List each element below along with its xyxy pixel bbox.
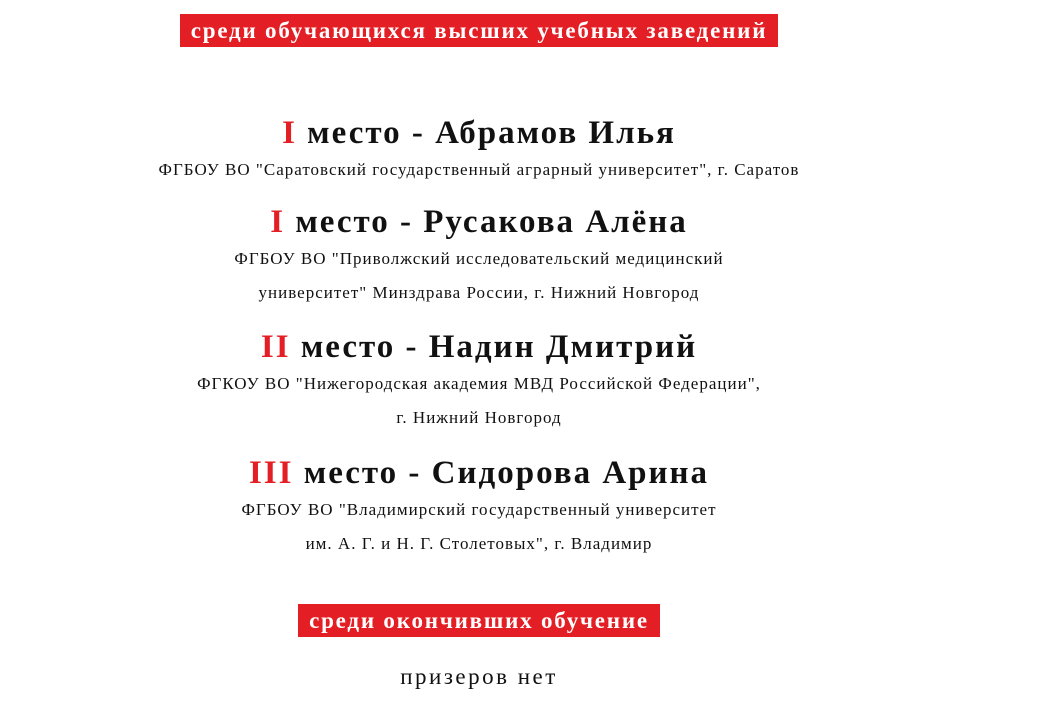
affiliation-line: ФГБОУ ВО "Саратовский государственный аграрный университет", г. Саратов bbox=[158, 160, 800, 179]
winner-heading-1 bbox=[0, 113, 958, 153]
students-banner: среди обучающихся высших учебных заведений bbox=[180, 14, 779, 47]
affiliation-line: г. Нижний Новгород bbox=[396, 408, 562, 427]
students-section-header bbox=[0, 14, 958, 47]
winner-title: место - Сидорова Арина bbox=[293, 455, 710, 491]
winner-title: место - Надин Дмитрий bbox=[290, 329, 698, 365]
winner-entry-3 bbox=[0, 327, 958, 435]
affiliation-line: им. А. Г. и Н. Г. Столетовых", г. Владимир bbox=[305, 534, 653, 553]
rank-numeral: III bbox=[248, 455, 294, 491]
winner-heading-4 bbox=[0, 453, 958, 493]
winner-entry-1 bbox=[0, 113, 958, 187]
winner-heading-2 bbox=[0, 202, 958, 242]
rank-numeral: I bbox=[270, 204, 286, 240]
affiliation-line: ФГБОУ ВО "Приволжский исследовательский медицинский bbox=[234, 249, 724, 268]
winner-title: место - Русакова Алёна bbox=[285, 204, 688, 240]
winner-heading-3 bbox=[0, 327, 958, 367]
winner-title: место - Абрамов Илья bbox=[296, 115, 676, 151]
affiliation-line: ФГБОУ ВО "Владимирский государственный университет bbox=[241, 500, 717, 519]
rank-numeral: I bbox=[282, 115, 297, 151]
graduates-section-header bbox=[0, 604, 958, 637]
winner-entry-4 bbox=[0, 453, 958, 561]
winner-entry-2 bbox=[0, 202, 958, 310]
affiliation-line: университет" Минздрава России, г. Нижний Новгород bbox=[258, 283, 700, 302]
graduates-result: призеров нет bbox=[400, 664, 558, 689]
graduates-banner: среди окончивших обучение bbox=[298, 604, 660, 637]
affiliation-line: ФГКОУ ВО "Нижегородская академия МВД Российской Федерации", bbox=[197, 374, 761, 393]
rank-numeral: II bbox=[260, 329, 291, 365]
